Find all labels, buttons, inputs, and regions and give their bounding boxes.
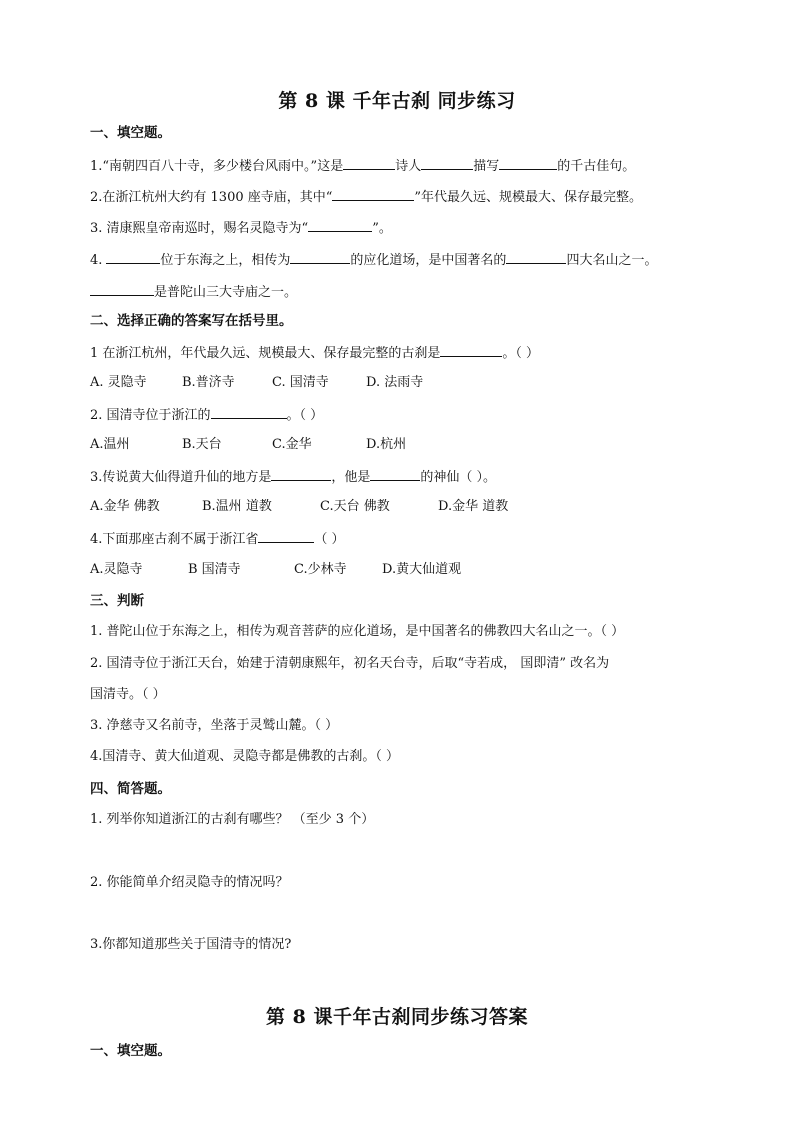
judge-question-3: 3. 净慈寺又名前寺，坐落于灵鹫山麓。（ ） [90, 718, 339, 733]
q3-text-a: 3. 清康熙皇帝南巡时，赐名灵隐寺为“ [90, 221, 309, 236]
choice-2-option-d: D.杭州 [366, 437, 407, 452]
judge-question-2: 2. 国清寺位于浙江天台，始建于清朝康熙年，初名天台寺，后取“寺若成， 国即清” 改名为 [90, 656, 610, 671]
blank [370, 467, 420, 481]
choice-4-option-a: A.灵隐寺 [90, 562, 143, 577]
choice-2-option-a: A.温州 [90, 437, 130, 452]
blank [290, 250, 350, 264]
q4b-text: 是普陀山三大寺庙之一。 [154, 285, 298, 300]
fill-question-4-cont [90, 282, 297, 302]
short-question-3: 3.你都知道那些关于国清寺的情况? [90, 937, 292, 952]
c2-text-a: 2. 国清寺位于浙江的 [90, 408, 211, 423]
blank [258, 529, 314, 543]
c3-text-c: 的神仙（ ）。 [420, 470, 497, 485]
choice-1-option-d: D. 法雨寺 [366, 375, 424, 390]
fill-question-1 [90, 156, 635, 176]
q4-text-a: 4. [90, 253, 103, 268]
blank [332, 187, 414, 201]
c2-text-b: 。（ ） [286, 408, 324, 423]
section-short-answer-heading: 四、简答题。 [90, 781, 171, 797]
choice-1-option-c: C. 国清寺 [272, 375, 329, 390]
fill-question-4 [90, 250, 657, 270]
choice-3-option-c: C.天台 佛教 [320, 499, 390, 514]
blank [506, 250, 566, 264]
q1-text-c: 描写 [473, 159, 500, 174]
answer-title: 第 8 课千年古刹同步练习答案 [266, 1006, 528, 1028]
choice-1-option-b: B.普济寺 [182, 375, 235, 390]
judge-question-4: 4.国清寺、黄大仙道观、灵隐寺都是佛教的古刹。（ ） [90, 749, 400, 764]
c3-text-a: 3.传说黄大仙得道升仙的地方是 [90, 470, 272, 485]
q1-text-b: 诗人 [395, 159, 422, 174]
fill-question-2 [90, 187, 642, 207]
q1-text-d: 的千古佳句。 [557, 159, 636, 174]
section-choice-heading: 二、选择正确的答案写在括号里。 [90, 313, 293, 329]
choice-3-option-d: D.金华 道教 [438, 499, 509, 514]
blank [440, 343, 502, 357]
section-fill-heading: 一、填空题。 [90, 125, 171, 141]
c1-text-b: 。（ ） [502, 346, 540, 361]
q1-text-a: 1.“南朝四百八十寺，多少楼台风雨中。”这是 [90, 159, 344, 174]
q2-text-b: ”年代最久远、规模最大、保存最完整。 [414, 190, 643, 205]
c4-text-a: 4.下面那座古刹不属于浙江省 [90, 532, 259, 547]
choice-question-1 [90, 343, 539, 363]
blank [421, 156, 473, 170]
choice-question-3 [90, 467, 496, 487]
fill-question-3 [90, 218, 392, 238]
choice-4-option-b: B 国清寺 [188, 562, 241, 577]
section-judge-heading: 三、判断 [90, 593, 144, 609]
short-question-2: 2. 你能简单介绍灵隐寺的情况吗？ [90, 875, 289, 890]
choice-3-option-b: B.温州 道教 [202, 499, 272, 514]
blank [90, 282, 154, 296]
c4-text-b: （ ） [314, 532, 345, 547]
answer-fill-heading: 一、填空题。 [90, 1043, 171, 1059]
c3-text-b: ，他是 [331, 470, 371, 485]
page-title: 第 8 课 千年古刹 同步练习 [278, 90, 516, 112]
q4-text-b: 位于东海之上，相传为 [160, 253, 291, 268]
choice-3-option-a: A.金华 佛教 [90, 499, 160, 514]
blank [211, 405, 287, 419]
choice-2-option-c: C.金华 [272, 437, 312, 452]
blank [343, 156, 395, 170]
blank [271, 467, 331, 481]
choice-1-option-a: A. 灵隐寺 [90, 375, 147, 390]
choice-question-4 [90, 529, 345, 549]
choice-4-option-d: D.黄大仙道观 [382, 562, 462, 577]
c1-text-a: 1 在浙江杭州，年代最久远、规模最大、保存最完整的古刹是 [90, 346, 441, 361]
judge-question-1: 1. 普陀山位于东海之上，相传为观音菩萨的应化道场，是中国著名的佛教四大名山之一。（ ） [90, 624, 625, 639]
q2-text-a: 2.在浙江杭州大约有 1300 座寺庙，其中“ [90, 190, 333, 205]
choice-4-option-c: C.少林寺 [294, 562, 347, 577]
q3-text-b: ”。 [372, 221, 392, 236]
choice-question-2 [90, 405, 323, 425]
choice-2-option-b: B.天台 [182, 437, 222, 452]
judge-question-2-cont: 国清寺。（ ） [90, 687, 166, 702]
q4-text-c: 的应化道场，是中国著名的 [350, 253, 507, 268]
q4-text-d: 四大名山之一。 [566, 253, 658, 268]
blank [106, 250, 160, 264]
blank [499, 156, 557, 170]
blank [308, 218, 372, 232]
short-question-1: 1. 列举你知道浙江的古刹有哪些？ （至少 3 个） [90, 812, 375, 827]
